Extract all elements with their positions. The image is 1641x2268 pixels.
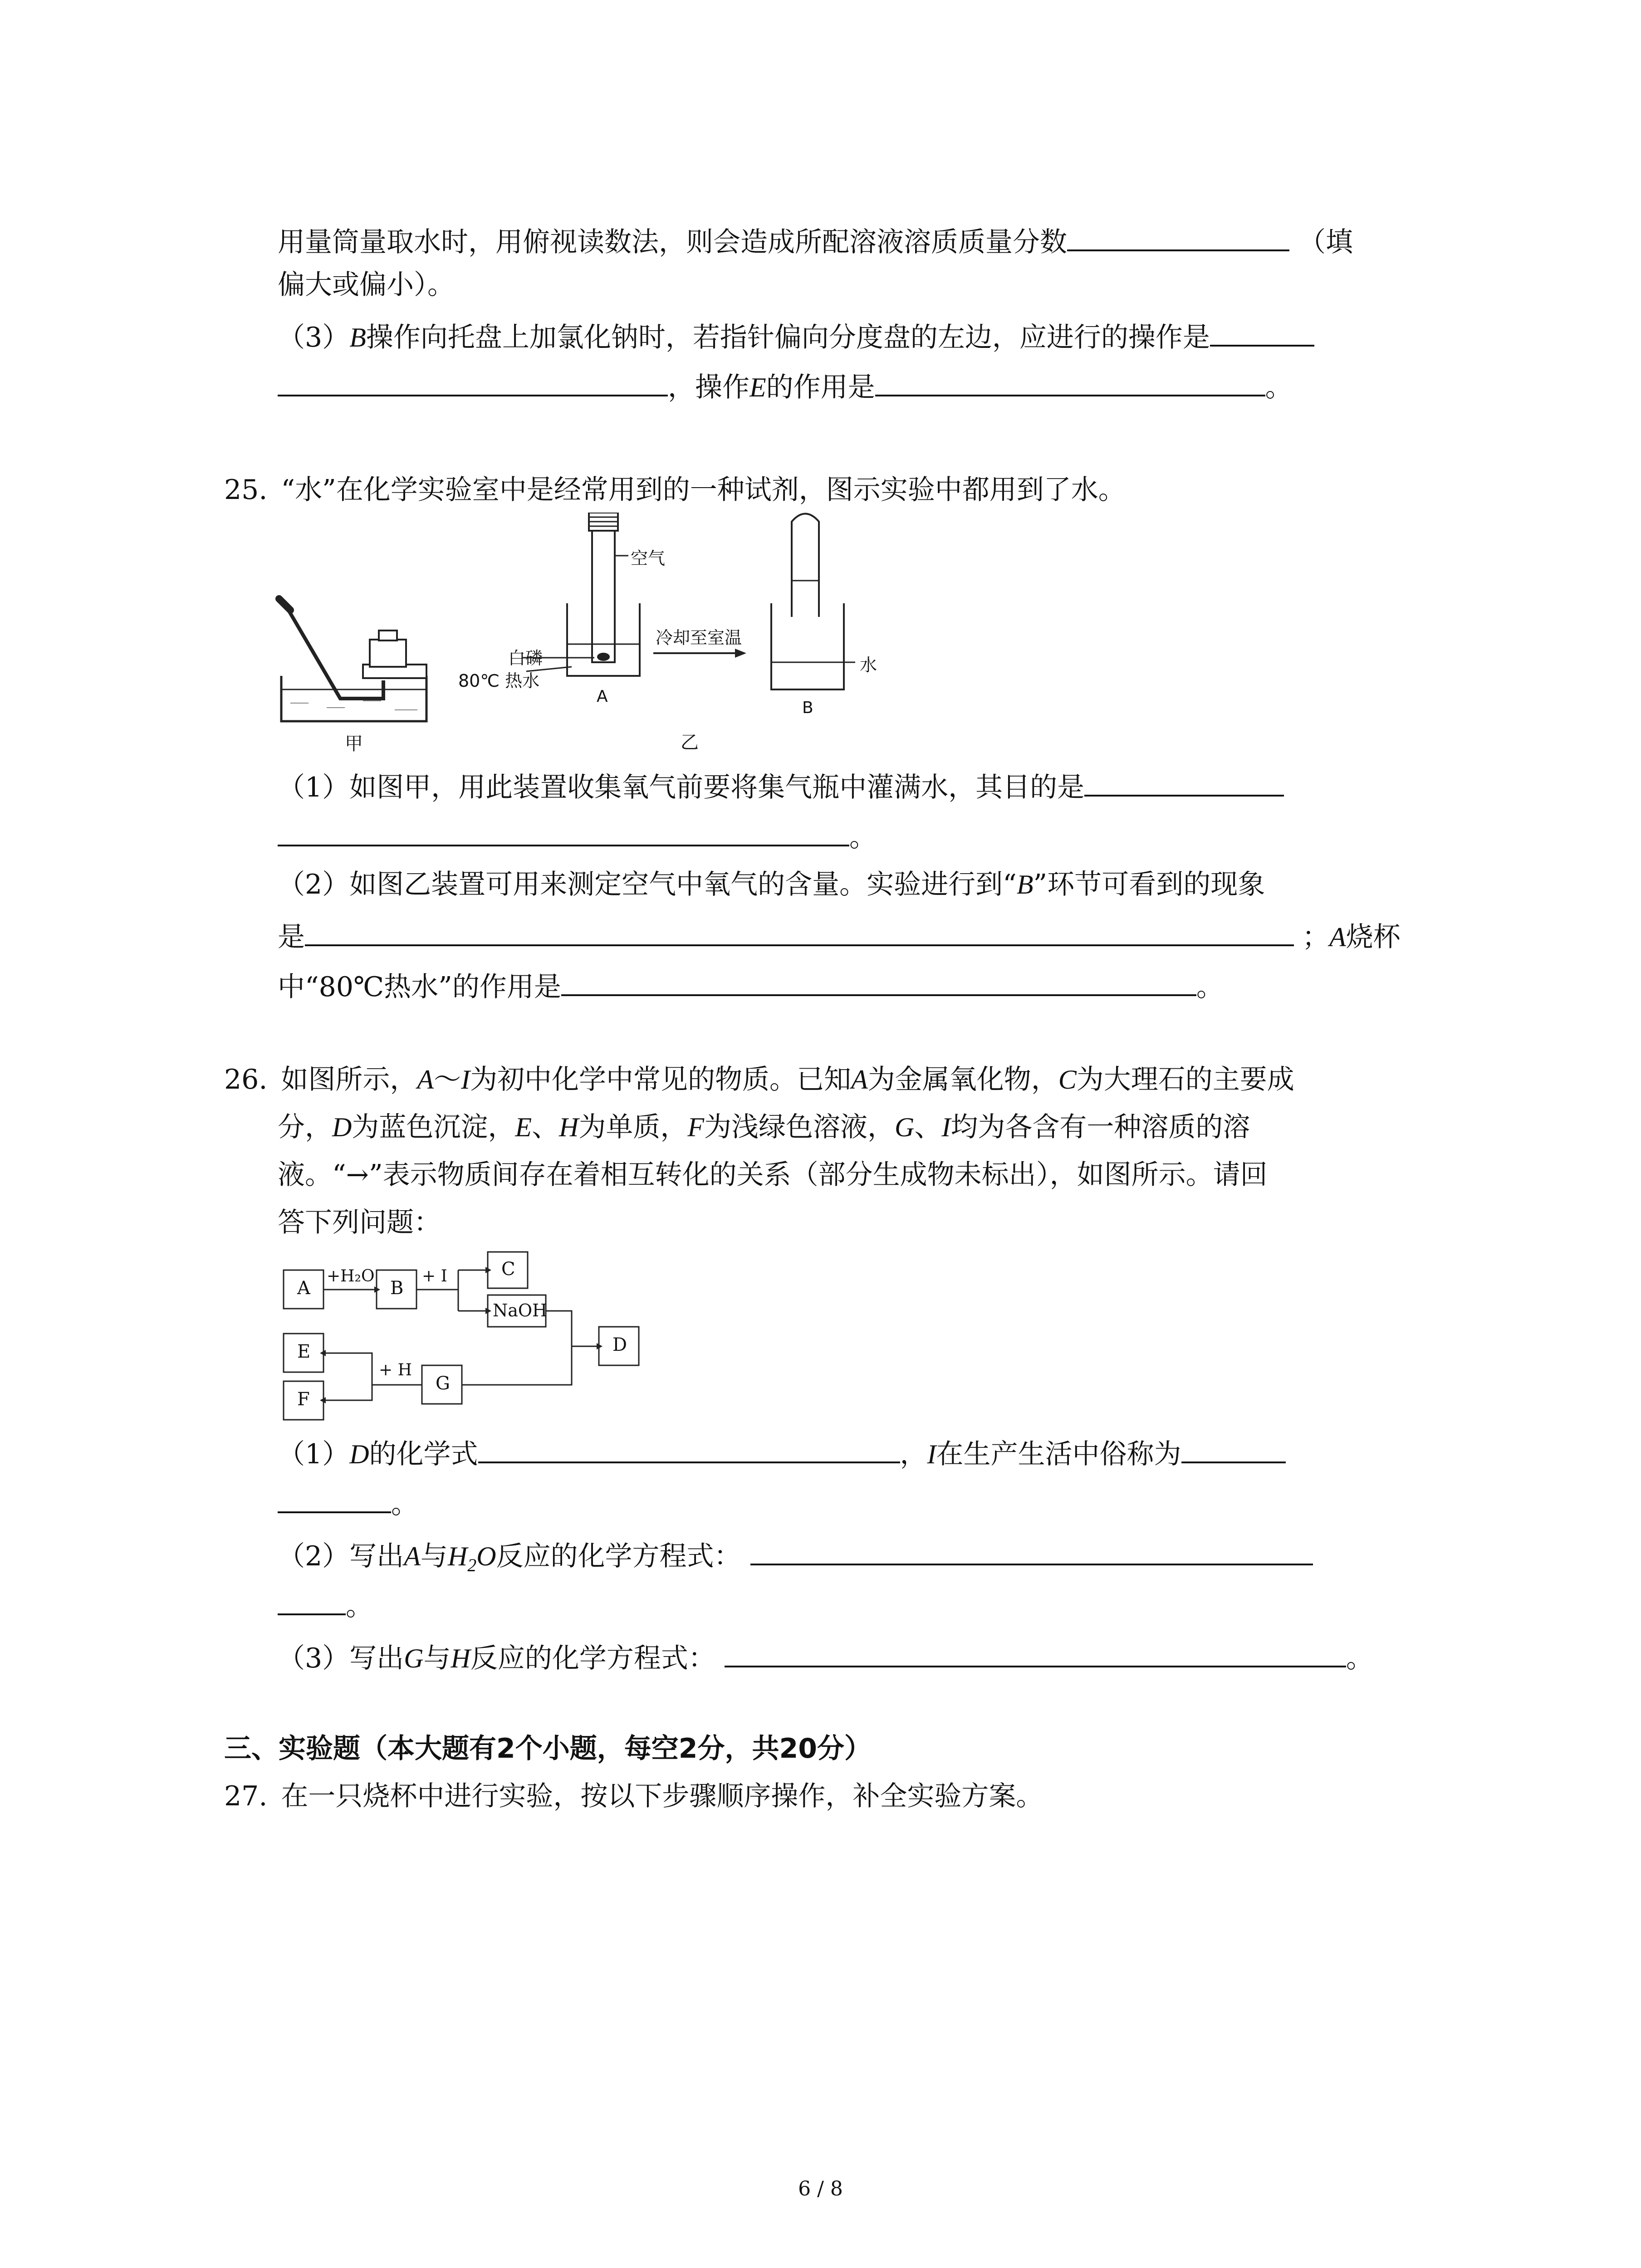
q26-line4: 答下列问题： (278, 1207, 441, 1238)
q26-part3-text: （3）写出 (278, 1642, 404, 1674)
q26-line1 (224, 1061, 1294, 1098)
q24-line2: 偏大或偏小）。 (278, 269, 455, 301)
node-g: G (436, 1373, 450, 1394)
q26-part1-number: （1） (278, 1438, 350, 1470)
q25-part2-text2: ”环节可看到的现象 (1033, 869, 1265, 900)
q26-part1-text2: 在生产生活中俗称为 (936, 1438, 1181, 1470)
page-number: 6 / 8 (798, 2177, 843, 2200)
label-plus-h: + H (379, 1361, 412, 1379)
q26-part2-line2 (278, 1585, 373, 1624)
q27-stem-text: 在一只烧杯中进行实验，按以下步骤顺序操作，补全实验方案。 (281, 1780, 1043, 1812)
q26-var: A (851, 1065, 868, 1095)
q26-text: 分， (278, 1111, 332, 1143)
q26-text: 为大理石的主要成 (1076, 1064, 1294, 1095)
q26-flow-diagram (281, 1250, 658, 1440)
q25-part2-text: （2）如图乙装置可用来测定空气中氧气的含量。实验进行到“ (278, 869, 1017, 900)
q26-part1-var-d: D (349, 1439, 369, 1469)
q25-part2-line3 (278, 966, 1224, 1005)
figure-jia (272, 585, 436, 758)
q26-part2-period: 。 (346, 1590, 373, 1622)
q24-part3-line2 (278, 367, 1293, 406)
q24-part3-number: （3） (278, 322, 350, 353)
q26-text: 为初中化学中常见的物质。已知 (470, 1064, 852, 1095)
q26-var: C (1058, 1065, 1077, 1095)
q26-part1-var-i: I (927, 1439, 936, 1469)
q24-blank-2b[interactable] (278, 367, 668, 396)
q25-part2-shi: 是 (278, 921, 305, 953)
q26-text: 为蓝色沉淀， (352, 1111, 515, 1143)
label-plus-i: + I (422, 1267, 447, 1286)
q26-text: 均为各含有一种溶质的溶 (950, 1111, 1250, 1143)
q25-part1-text: （1）如图甲，用此装置收集氧气前要将集气瓶中灌满水，其目的是 (278, 772, 1085, 803)
label-b: B (802, 699, 813, 717)
q24-part3-var-e: E (749, 372, 766, 402)
node-b: B (390, 1278, 404, 1299)
q26-part3-var-g: G (404, 1643, 424, 1673)
q26-blank-3b[interactable] (278, 1585, 346, 1615)
q26-part3 (278, 1637, 1373, 1677)
label-hotwater: 80℃ 热水 (458, 671, 540, 691)
q24-line1-text: 用量筒量取水时，用俯视读数法，则会造成所配溶液溶质质量分数 (278, 226, 1067, 258)
q25-stem-text: “水”在化学实验室中是经常用到的一种试剂，图示实验中都用到了水。 (281, 474, 1126, 506)
q25-part1-line1 (278, 767, 1284, 806)
q24-part3-text2: ，操作 (668, 371, 749, 403)
q27-stem (224, 1778, 1043, 1814)
q25-part2-period: 。 (1196, 971, 1224, 1003)
q24-blank-2a[interactable] (1210, 317, 1314, 347)
q26-blank-1[interactable] (478, 1433, 900, 1463)
q26-part1-text: 的化学式 (369, 1438, 478, 1470)
figure-yi (454, 513, 907, 726)
q26-line2 (278, 1109, 1250, 1145)
q26-text: 为金属氧化物， (867, 1064, 1058, 1095)
q26-var: I (941, 1112, 951, 1142)
q24-part3-line1 (278, 317, 1314, 356)
q24-part3-text3: 的作用是 (766, 371, 875, 403)
q26-part1-comma: ， (900, 1438, 927, 1470)
q25-part2-beaker: 烧杯 (1346, 921, 1401, 953)
q24-part3-period: 。 (1265, 371, 1293, 403)
q26-text: 为浅绿色溶液， (704, 1111, 895, 1143)
node-d: D (612, 1334, 627, 1355)
q26-var: F (687, 1112, 704, 1142)
node-c: C (501, 1259, 515, 1280)
q26-part2-var-o: O (476, 1541, 496, 1571)
q26-blank-2a[interactable] (1181, 1433, 1286, 1463)
q26-var: A (417, 1065, 434, 1095)
q26-part1-period: 。 (391, 1488, 418, 1520)
q26-var: D (332, 1112, 352, 1142)
label-water: 水 (860, 655, 877, 675)
q24-line1 (278, 221, 1353, 260)
q24-part3-var-b: B (349, 323, 366, 352)
q25-part1-period: 。 (849, 821, 877, 853)
q25-part2-text3: 中“80℃热水”的作用是 (278, 971, 561, 1003)
q26-part3-text2: 反应的化学方程式： (470, 1642, 715, 1674)
q26-part1-line2 (278, 1483, 418, 1522)
caption-jia: 甲 (345, 733, 363, 754)
q26-text: 为单质， (578, 1111, 688, 1143)
q26-part2-subscript: 2 (467, 1555, 477, 1575)
q26-blank-4[interactable] (725, 1637, 1346, 1667)
q24-blank-3[interactable] (875, 367, 1265, 396)
q26-blank-2b[interactable] (278, 1483, 391, 1513)
q24-blank-1[interactable] (1067, 221, 1289, 251)
q25-stem (224, 472, 1126, 508)
q26-blank-3a[interactable] (750, 1535, 1313, 1565)
q26-line3: 液。“→”表示物质间存在着相互转化的关系（部分生成物未标出），如图所示。请回 (278, 1159, 1268, 1191)
q26-part2-text2: 反应的化学方程式： (496, 1540, 741, 1572)
q26-var: I (461, 1065, 470, 1095)
q26-part2-text: （2）写出 (278, 1540, 404, 1572)
q26-part2-var-a: A (404, 1541, 421, 1571)
q26-part3-yu: 与 (423, 1642, 451, 1674)
q26-text: 、 (532, 1111, 559, 1143)
label-air: 空气 (631, 548, 666, 568)
caption-yi: 乙 (681, 732, 699, 753)
q25-number: 25. (224, 474, 268, 506)
q25-blank-3[interactable] (561, 966, 1196, 996)
label-a: A (597, 687, 608, 706)
section3-heading: 三、实验题（本大题有2个小题，每空2分，共20分） (224, 1733, 872, 1765)
q27-number: 27. (224, 1780, 268, 1812)
q26-var: E (515, 1112, 532, 1142)
q26-part1-line1 (278, 1433, 1286, 1472)
node-naoh: NaOH (493, 1300, 548, 1320)
q26-var: H (559, 1112, 579, 1142)
q25-blank-2[interactable] (305, 916, 1294, 946)
q25-part2-line2 (278, 916, 1401, 955)
q25-part1-line2 (278, 816, 877, 855)
q26-part2-line1 (278, 1535, 1313, 1584)
q25-blank-1b[interactable] (278, 816, 849, 846)
label-plus-h2o: +H₂O (327, 1267, 375, 1286)
q26-var: G (895, 1112, 915, 1142)
q24-line1-end: （填 (1298, 226, 1353, 258)
q26-part2-var-h: H (447, 1541, 468, 1571)
q26-text: ～ (434, 1064, 461, 1095)
q25-part2-semicolon: ； (1302, 921, 1329, 953)
label-phosphorus: 白磷 (508, 648, 543, 668)
q25-part2-line1 (278, 866, 1265, 903)
q25-blank-1a[interactable] (1084, 767, 1284, 797)
q26-part3-period: 。 (1346, 1642, 1373, 1674)
q25-part2-var-b: B (1016, 870, 1034, 899)
node-f: F (297, 1389, 310, 1410)
q26-part3-var-h: H (451, 1643, 470, 1673)
q26-part2-yu: 与 (420, 1540, 448, 1572)
q26-number: 26. (224, 1064, 268, 1095)
q26-text: 如图所示， (281, 1064, 417, 1095)
node-e: E (297, 1341, 311, 1362)
q26-text: 、 (914, 1111, 942, 1143)
q25-part2-var-a: A (1329, 922, 1346, 952)
node-a: A (297, 1278, 310, 1299)
q24-part3-text: 操作向托盘上加氯化钠时，若指针偏向分度盘的左边，应进行的操作是 (366, 322, 1210, 353)
label-cool: 冷却至室温 (656, 628, 742, 648)
